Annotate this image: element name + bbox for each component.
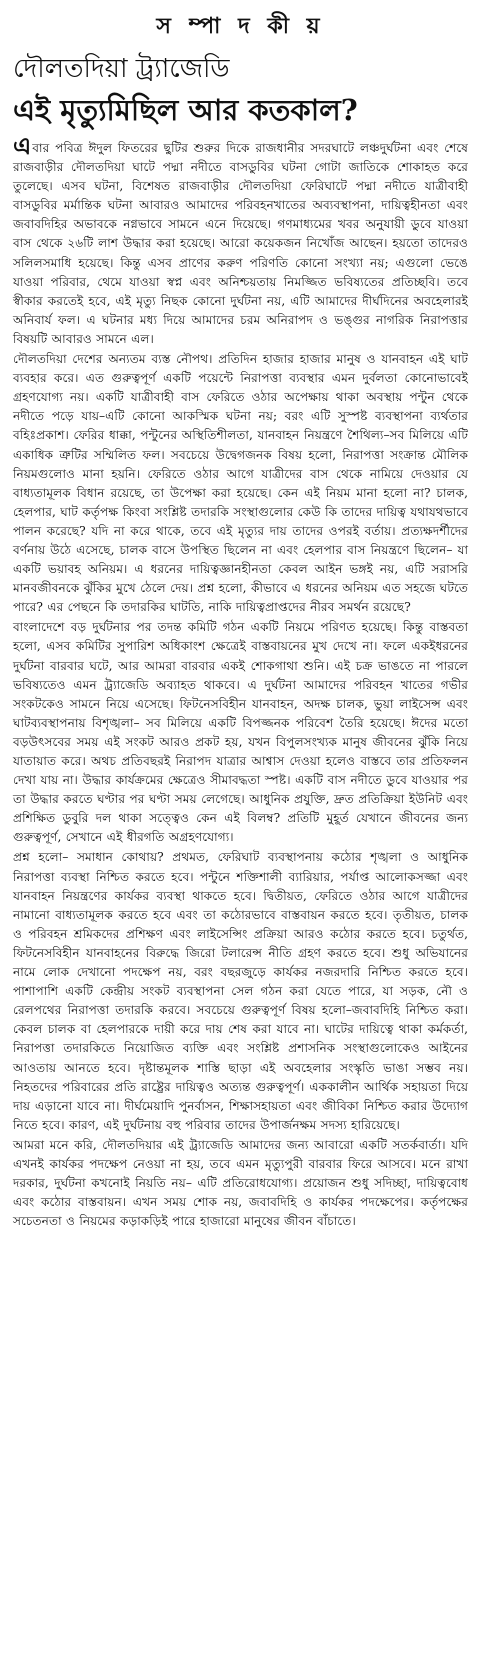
headline-line-2: এই মৃত্যুমিছিল আর কতকাল? xyxy=(13,93,358,127)
drop-cap: এ xyxy=(13,131,32,160)
article-body xyxy=(13,131,468,1231)
paragraph-3: বাংলাদেশে বড় দুর্ঘটনার পর তদন্ত কমিটি গঠন একটি নিয়মে পরিণত হয়েছে। কিন্তু বাস্তবতা হলো, এসব কমিটির সুপারিশ অধিকাংশ ক্ষেত্রেই বাস্তবায়নের মুখ দেখে না। ফলে একইধরনের দুর্ঘটনা বারবার ঘটে, আর আমরা বারবার একই শোকগাথা শুনি। এই চক্র ভাঙতে না পারলে ভবিষ্যতেও এমন ট্র্যাজেডি অব্যাহত থাকবে। এ দুর্ঘটনা আমাদের পরিবহন খাতের গভীর সংকটকেও সামনে নিয়ে এসেছে। ফিটনেসবিহীন যানবাহন, অদক্ষ চালক, ভুয়া লাইসেন্স এবং ঘাটব্যবস্থাপনায় বিশৃঙ্খলা– সব মিলিয়ে একটি বিপজ্জনক পরিবেশ তৈরি হয়েছে। ঈদের মতো বড়উৎসবের সময় এই সংকট আরও প্রকট হয়, যখন বিপুলসংখ্যক মানুষ জীবনের ঝুঁকি নিয়ে যাতায়াত করে। অথচ প্রতিবছরই নিরাপদ যাত্রার আশ্বাস দেওয়া হলেও বাস্তবে তার প্রতিফলন দেখা যায় না। উদ্ধার কার্যক্রমের ক্ষেত্রেও সীমাবদ্ধতা স্পষ্ট। একটি বাস নদীতে ডুবে যাওয়ার পর তা উদ্ধার করতে ঘণ্টার পর ঘণ্টা সময় লেগেছে। আধুনিক প্রযুক্তি, দ্রুত প্রতিক্রিয়া ইউনিট এবং প্রশিক্ষিত ডুবুরি দল থাকা সত্ত্বেও কেন এই বিলম্ব? প্রতিটি মুহূর্ত যেখানে জীবনের জন্য গুরুত্বপূর্ণ, সেখানে এই ধীরগতি অগ্রহণযোগ্য। xyxy=(13,620,468,845)
headline-line-1: দৌলতদিয়া ট্র্যাজেডি xyxy=(13,54,230,84)
paragraph-1 xyxy=(13,131,468,349)
paragraph-5: আমরা মনে করি, দৌলতদিয়ার এই ট্র্যাজেডি আমাদের জন্য আবারো একটি সতর্কবার্তা। যদি এখনই কার্যকর পদক্ষেপ নেওয়া না হয়, তবে এমন মৃত্যুপুরী বারবার ফিরে আসবে। মনে রাখা দরকার, দুর্ঘটনা কখনোই নিয়তি নয়– এটি প্রতিরোধযোগ্য। প্রয়োজন শুধু সদিচ্ছা, দায়িত্ববোধ এবং কঠোর বাস্তবায়ন। এখন সময় শোক নয়, জবাবদিহি ও কার্যকর পদক্ষেপের। কর্তৃপক্ষের সচেতনতা ও নিয়মের কড়াকড়িই পারে হাজারো মানুষের জীবন বাঁচাতে। xyxy=(13,1137,468,1229)
section-label: স ম্পা দ কী য় xyxy=(156,13,325,39)
paragraph-1-text: বার পবিত্র ঈদুল ফিতরের ছুটির শুরুর দিকে রাজধানীর সদরঘাটে লঞ্চদুর্ঘটনা এবং শেষে রাজবাড়ীর দৌলতদিয়া ঘাটে পদ্মা নদীতে বাসডুবির ঘটনা গোটা জাতিকে শোকাহত করে তুলেছে। এসব ঘটনা, বিশেষত রাজবাড়ীর দৌলতদিয়া ফেরিঘাটে পদ্মা নদীতে যাত্রীবাহী বাসডুবির মর্মান্তিক ঘটনা আবারও আমাদের পরিবহনখাতের অব্যবস্থাপনা, দায়িত্বহীনতা এবং জবাবদিহির অভাবকে নগ্নভাবে সামনে এনে দিয়েছে। গণমাধ্যমের খবর অনুযায়ী ডুবে যাওয়া বাস থেকে ২৬টি লাশ উদ্ধার করা হয়েছে। আরো কয়েকজন নিখোঁজ আছেন। হয়তো তাদেরও সলিলসমাধি হয়েছে। কিন্তু এসব প্রাণের করুণ পরিণতি কোনো সংখ্যা নয়; এগুলো ভেঙে যাওয়া পরিবার, থেমে যাওয়া স্বপ্ন এবং অনিশ্চয়তায় নিমজ্জিত ভবিষ্যতের প্রতিচ্ছবি। তবে স্বীকার করতেই হবে, এই মৃত্যু নিছক কোনো দুর্ঘটনা নয়, এটি আমাদের দীর্ঘদিনের অবহেলারই অনিবার্য ফল। এ ঘটনার মধ্য দিয়ে আমাদের চরম অনিরাপদ ও ভঙ্গুর নাগরিক নিরাপত্তার বিষয়টি আবারও সামনে এল। xyxy=(13,141,468,346)
paragraph-4: প্রশ্ন হলো– সমাধান কোথায়? প্রথমত, ফেরিঘাট ব্যবস্থাপনায় কঠোর শৃঙ্খলা ও আধুনিক নিরাপত্তা ব্যবস্থা নিশ্চিত করতে হবে। পন্টুনে শক্তিশালী ব্যারিয়ার, পর্যাপ্ত আলোকসজ্জা এবং যানবাহন নিয়ন্ত্রণের কার্যকর ব্যবস্থা থাকতে হবে। দ্বিতীয়ত, ফেরিতে ওঠার আগে যাত্রীদের নামানো বাধ্যতামূলক করতে হবে এবং তা কঠোরভাবে বাস্তবায়ন করতে হবে। তৃতীয়ত, চালক ও পরিবহন শ্রমিকদের প্রশিক্ষণ এবং লাইসেন্সিং প্রক্রিয়া আরও কঠোর করতে হবে। চতুর্থত, ফিটনেসবিহীন যানবাহনের বিরুদ্ধে জিরো টলারেন্স নীতি গ্রহণ করতে হবে। শুধু অভিযানের নামে লোক দেখানো পদক্ষেপ নয়, বরং বছরজুড়ে কার্যকর নজরদারি নিশ্চিত করতে হবে। পাশাপাশি একটি কেন্দ্রীয় সংকট ব্যবস্থাপনা সেল গঠন করা যেতে পারে, যা সড়ক, নৌ ও রেলপথের নিরাপত্তা তদারকি করবে। সবচেয়ে গুরুত্বপূর্ণ বিষয় হলো–জবাবদিহি নিশ্চিত করা। কেবল চালক বা হেলপারকে দায়ী করে দায় শেষ করা যাবে না। ঘাটের দায়িত্বে থাকা কর্মকর্তা, নিরাপত্তা তদারকিতে নিয়োজিত ব্যক্তি এবং সংশ্লিষ্ট প্রশাসনিক সংস্থাগুলোকেও আইনের আওতায় আনতে হবে। দৃষ্টান্তমূলক শাস্তি ছাড়া এই অবহেলার সংস্কৃতি ভাঙা সম্ভব নয়। নিহতদের পরিবারের প্রতি রাষ্ট্রের দায়িত্বও অত্যন্ত গুরুত্বপূর্ণ। এককালীন আর্থিক সহায়তা দিয়ে দায় এড়ানো যাবে না। দীর্ঘমেয়াদি পুনর্বাসন, শিক্ষাসহায়তা এবং জীবিকা নিশ্চিত করার উদ্যোগ নিতে হবে। কারণ, এই দুর্ঘটনায় বহু পরিবার তাদের উপার্জনক্ষম সদস্য হারিয়েছে। xyxy=(13,850,468,1132)
paragraph-2: দৌলতদিয়া দেশের অন্যতম ব্যস্ত নৌপথ। প্রতিদিন হাজার হাজার মানুষ ও যানবাহন এই ঘাট ব্যবহার করে। এত গুরুত্বপূর্ণ একটি পয়েন্টে নিরাপত্তা ব্যবস্থার এমন দুর্বলতা কোনোভাবেই গ্রহণযোগ্য নয়। একটি যাত্রীবাহী বাস ফেরিতে ওঠার অপেক্ষায় থাকা অবস্থায় পন্টুন থেকে নদীতে পড়ে যায়–এটি কোনো আকস্মিক ঘটনা নয়; বরং এটি সুস্পষ্ট ব্যবস্থাপনা ব্যর্থতার বহিঃপ্রকাশ। ফেরির ধাক্কা, পন্টুনের অস্থিতিশীলতা, যানবাহন নিয়ন্ত্রণে শৈথিল্য–সব মিলিয়ে এটি একাধিক ত্রুটির সম্মিলিত ফল। সবচেয়ে উদ্বেগজনক বিষয় হলো, নিরাপত্তা সংক্রান্ত মৌলিক নিয়মগুলোও মানা হয়নি। ফেরিতে ওঠার আগে যাত্রীদের বাস থেকে নামিয়ে দেওয়ার যে বাধ্যতামূলক বিধান রয়েছে, তা উপেক্ষা করা হয়েছে। কেন এই নিয়ম মানা হলো না? চালক, হেলপার, ঘাট কর্তৃপক্ষ কিংবা সংশ্লিষ্ট তদারকি সংস্থাগুলোর কেউ কি তাদের দায়িত্ব যথাযথভাবে পালন করেছে? যদি না করে থাকে, তবে এই মৃত্যুর দায় তাদের ওপরই বর্তায়। প্রত্যক্ষদর্শীদের বর্ণনায় উঠে এসেছে, চালক বাসে উপস্থিত ছিলেন না এবং হেলপার বাস নিয়ন্ত্রণে ছিলেন– যা একটি ভয়াবহ অনিয়ম। এ ধরনের দায়িত্বজ্ঞানহীনতা কেবল আইন ভঙ্গই নয়, এটি সরাসরি মানবজীবনকে ঝুঁকির মুখে ঠেলে দেয়। প্রশ্ন হলো, কীভাবে এ ধরনের অনিয়ম এত সহজে ঘটতে পারে? এর পেছনে কি তদারকির ঘাটতি, নাকি দায়িত্বপ্রাপ্তদের নীরব সমর্থন রয়েছে? xyxy=(13,352,468,615)
